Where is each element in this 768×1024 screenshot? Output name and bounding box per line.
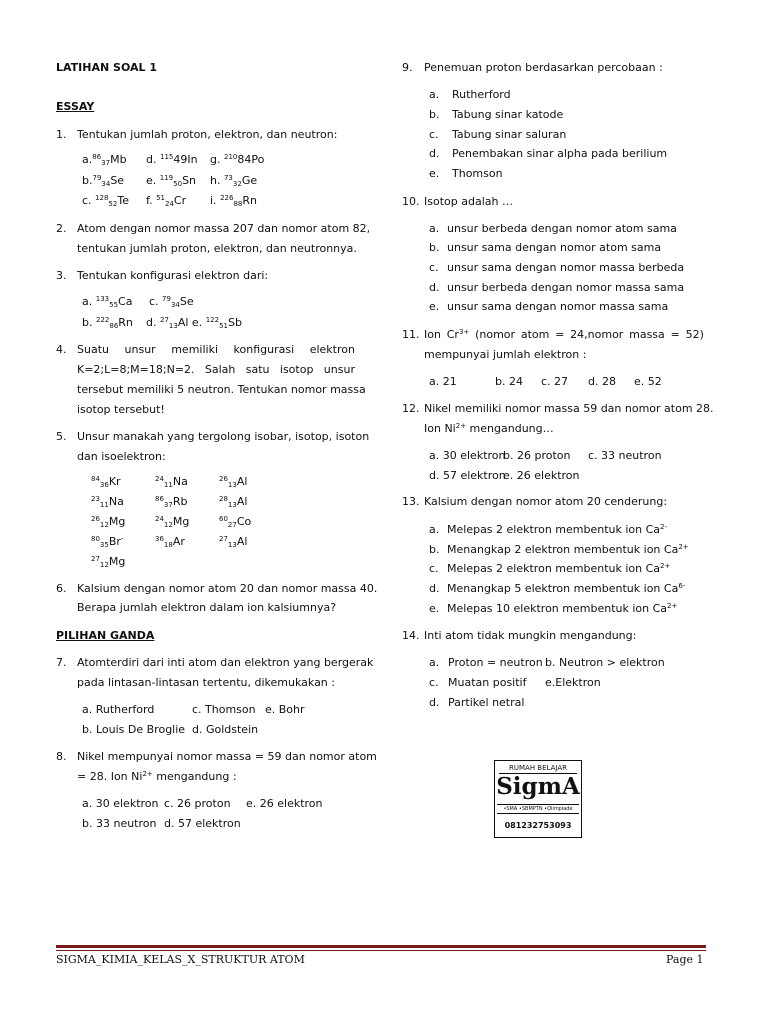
q13-option-label: b. bbox=[429, 543, 440, 556]
q9-number: 9. bbox=[402, 61, 413, 74]
footer-rule bbox=[56, 945, 706, 948]
q10-option-label: d. bbox=[429, 281, 440, 294]
q14-text: Inti atom tidak mungkin mengandung: bbox=[424, 629, 637, 642]
q1-option-e: e. $^{119}_{50}$Sn bbox=[146, 174, 197, 188]
q1-option-d: d. $^{115}$49In bbox=[146, 153, 198, 166]
q5-isotope: $^{27}_{12}$Mg bbox=[91, 555, 126, 569]
q13-option-text: Melepas 2 elektron membentuk ion $Ca^{2-}$ bbox=[447, 523, 668, 536]
q7-option-d: d. Goldstein bbox=[192, 723, 259, 736]
q13-option-label: a. bbox=[429, 523, 440, 536]
q14-option-e: e.Elektron bbox=[545, 676, 601, 689]
q5-isotope: $^{23}_{11}$Na bbox=[91, 495, 124, 509]
q5-isotope: $^{26}_{13}$Al bbox=[219, 475, 248, 489]
q8-option-d: d. 57 elektron bbox=[164, 817, 241, 830]
q1-option-f: f. $^{51}_{24}$Cr bbox=[146, 194, 187, 208]
q3-option-a: a. $^{133}_{55}$Ca bbox=[82, 295, 133, 309]
logo-programs: •SMA •SBMPTN •Olimpiade bbox=[497, 804, 579, 814]
q8-text-line2: = 28. Ion $Ni^{2+}$ mengandung : bbox=[77, 770, 237, 783]
q14-option-d: Partikel netral bbox=[448, 696, 525, 709]
footer-title: SIGMA_KIMIA_KELAS_X_STRUKTUR ATOM bbox=[56, 953, 305, 966]
multiple-choice-heading: PILIHAN GANDA bbox=[56, 629, 155, 642]
logo-wordmark: SigmA bbox=[496, 773, 580, 800]
q7-option-b: b. Louis De Broglie bbox=[82, 723, 186, 736]
q3-text: Tentukan konfigurasi elektron dari: bbox=[77, 269, 269, 282]
q8-option-b: b. 33 neutron bbox=[82, 817, 157, 830]
q14-number: 14. bbox=[402, 629, 420, 642]
q10-option-text: unsur berbeda dengan nomor atom sama bbox=[447, 222, 677, 235]
q8-text-line1: Nikel mempunyai nomor massa = 59 dan nomor atom bbox=[77, 750, 377, 763]
q11-option: c. 27 bbox=[541, 375, 569, 388]
logo-tagline: RUMAH BELAJAR bbox=[499, 764, 577, 774]
q5-text-line2: dan isoelektron: bbox=[77, 450, 166, 463]
q12-option-d: d. 57 elektron bbox=[429, 469, 506, 482]
q5-isotope: $^{28}_{13}$Al bbox=[219, 495, 248, 509]
q9-option-text: Thomson bbox=[452, 167, 503, 180]
q1-number: 1. bbox=[56, 128, 67, 141]
q14-option-b: b. Neutron > elektron bbox=[545, 656, 665, 669]
q10-option-text: unsur berbeda dengan nomor massa sama bbox=[447, 281, 685, 294]
q5-isotope: $^{86}_{37}$Rb bbox=[155, 495, 188, 509]
q6-text-line2: Berapa jumlah elektron dalam ion kalsiumnya? bbox=[77, 601, 337, 614]
q13-option-label: d. bbox=[429, 582, 440, 595]
q9-option-text: Rutherford bbox=[452, 88, 511, 101]
q13-option-text: Melepas 10 elektron membentuk ion $Ca^{2+}$ bbox=[447, 602, 678, 615]
q13-option-text: Menangkap 2 elektron membentuk ion $Ca^{2+}$ bbox=[447, 543, 689, 556]
q3-option-b: b. $^{222}_{86}$Rn bbox=[82, 316, 133, 330]
essay-heading: ESSAY bbox=[56, 100, 95, 113]
q3-number: 3. bbox=[56, 269, 67, 282]
q13-option-label: c. bbox=[429, 562, 439, 575]
sigma-logo bbox=[494, 760, 582, 838]
q12-option-c: c. 33 neutron bbox=[588, 449, 662, 462]
q14-option-label: c. bbox=[429, 676, 439, 689]
q10-text: Isotop adalah … bbox=[424, 195, 513, 208]
q5-isotope: $^{24}_{11}$Na bbox=[155, 475, 188, 489]
q1-option-g: g. $^{210}$84Po bbox=[210, 153, 265, 166]
q12-option-b: b. 26 proton bbox=[503, 449, 571, 462]
q8-option-a: a. 30 elektron bbox=[82, 797, 159, 810]
q13-option-text: Menangkap 5 elektron membentuk ion $Ca^{6-}$ bbox=[447, 582, 686, 595]
q11-option: b. 24 bbox=[495, 375, 523, 388]
q8-option-c: c. 26 proton bbox=[164, 797, 231, 810]
logo-phone: 081232753093 bbox=[504, 821, 572, 830]
q2-text-line1: Atom dengan nomor massa 207 dan nomor atom 82, bbox=[77, 222, 371, 235]
q7-number: 7. bbox=[56, 656, 67, 669]
q7-text-line1: Atom terdiri dari inti atom dan elektron yang bergerak bbox=[77, 656, 374, 669]
q13-number: 13. bbox=[402, 495, 420, 508]
q9-option-label: d. bbox=[429, 147, 440, 160]
q4-text-line3: tersebut memiliki 5 neutron. Tentukan nomor massa bbox=[77, 383, 366, 396]
q14-option-c: Muatan positif bbox=[448, 676, 527, 689]
q1-option-a: a.$^{86}_{37}$Mb bbox=[82, 153, 127, 167]
q5-text-line1: Unsur manakah yang tergolong isobar, isotop, isoton bbox=[77, 430, 370, 443]
q11-text-line2: mempunyai jumlah elektron : bbox=[424, 348, 587, 361]
q7-text-line2: pada lintasan-lintasan tertentu, dikemukakan : bbox=[77, 676, 335, 689]
q8-option-e: e. 26 elektron bbox=[246, 797, 323, 810]
footer-rule bbox=[56, 950, 706, 951]
q7-option-e: e. Bohr bbox=[265, 703, 305, 716]
q5-isotope: $^{36}_{18}$Ar bbox=[155, 535, 185, 549]
q4-text-line1: Suatu unsur memiliki konfigurasi elektron bbox=[77, 343, 355, 356]
q7-option-c: c. Thomson bbox=[192, 703, 256, 716]
q13-text: Kalsium dengan nomor atom 20 cenderung: bbox=[424, 495, 668, 508]
q10-option-label: c. bbox=[429, 261, 439, 274]
q9-option-label: e. bbox=[429, 167, 440, 180]
q10-option-text: unsur sama dengan nomor atom sama bbox=[447, 241, 662, 254]
q12-text-line2: Ion $Ni^{2+}$ mengandung… bbox=[424, 422, 554, 435]
q13-option-label: e. bbox=[429, 602, 440, 615]
q1-text: Tentukan jumlah proton, elektron, dan neutron: bbox=[77, 128, 338, 141]
q5-isotope: $^{26}_{12}$Mg bbox=[91, 515, 126, 529]
q5-isotope: $^{27}_{13}$Al bbox=[219, 535, 248, 549]
q4-number: 4. bbox=[56, 343, 67, 356]
q14-option-label: a. bbox=[429, 656, 440, 669]
q11-option: d. 28 bbox=[588, 375, 616, 388]
q5-isotope: $^{80}_{35}$Br- bbox=[91, 535, 124, 549]
q10-option-text: unsur sama dengan nomor massa berbeda bbox=[447, 261, 685, 274]
q2-number: 2. bbox=[56, 222, 67, 235]
q10-number: 10. bbox=[402, 195, 420, 208]
page-title: LATIHAN SOAL 1 bbox=[56, 61, 158, 74]
q10-option-label: e. bbox=[429, 300, 440, 313]
q6-text-line1: Kalsium dengan nomor atom 20 dan nomor massa 40. bbox=[77, 582, 378, 595]
q1-option-i: i. $^{226}_{88}$Rn bbox=[210, 194, 257, 208]
q11-text-line1: Ion $Cr^{3+}$ (nomor atom = 24,nomor massa = 52) bbox=[424, 328, 704, 341]
q1-option-b: b.$^{79}_{34}$Se bbox=[82, 174, 125, 188]
q9-option-text: Tabung sinar katode bbox=[452, 108, 564, 121]
q7-option-a: a. Rutherford bbox=[82, 703, 155, 716]
q5-number: 5. bbox=[56, 430, 67, 443]
q10-option-label: a. bbox=[429, 222, 440, 235]
q1-option-h: h. $^{73}_{32}$Ge bbox=[210, 174, 258, 188]
q10-option-label: b. bbox=[429, 241, 440, 254]
q9-text: Penemuan proton berdasarkan percobaan : bbox=[424, 61, 663, 74]
q9-option-text: Tabung sinar saluran bbox=[452, 128, 567, 141]
page-number: Page 1 bbox=[666, 953, 704, 966]
q11-option: e. 52 bbox=[634, 375, 662, 388]
q9-option-label: c. bbox=[429, 128, 439, 141]
q4-text-line4: isotop tersebut! bbox=[77, 403, 165, 416]
q4-text-line2: K=2;L=8;M=18;N=2. Salah satu isotop unsur bbox=[77, 363, 355, 376]
q5-isotope: $^{60}_{27}$Co bbox=[219, 515, 252, 529]
q14-option-a: Proton = neutron bbox=[448, 656, 543, 669]
q2-text-line2: tentukan jumlah proton, elektron, dan neutronnya. bbox=[77, 242, 357, 255]
q12-option-e: e. 26 elektron bbox=[503, 469, 580, 482]
q3-option-d: d. $^{27}_{13}$Al e. $^{122}_{51}$Sb bbox=[146, 316, 242, 330]
q5-isotope: $^{24}_{12}$Mg bbox=[155, 515, 190, 529]
q3-option-c: c. $^{79}_{34}$Se bbox=[149, 295, 194, 309]
q6-number: 6. bbox=[56, 582, 67, 595]
q9-option-label: b. bbox=[429, 108, 440, 121]
q12-text-line1: Nikel memiliki nomor massa 59 dan nomor atom 28. bbox=[424, 402, 714, 415]
q13-option-text: Melepas 2 elektron membentuk ion $Ca^{2+}$ bbox=[447, 562, 671, 575]
q12-number: 12. bbox=[402, 402, 420, 415]
q10-option-text: unsur sama dengan nomor massa sama bbox=[447, 300, 669, 313]
q5-isotope: $^{84}_{36}$Kr bbox=[91, 475, 121, 489]
q8-number: 8. bbox=[56, 750, 67, 763]
q9-option-label: a. bbox=[429, 88, 440, 101]
q9-option-text: Penembakan sinar alpha pada berilium bbox=[452, 147, 668, 160]
q1-option-c: c. $^{128}_{52}$Te bbox=[82, 194, 129, 208]
q11-option: a. 21 bbox=[429, 375, 457, 388]
q11-number: 11. bbox=[402, 328, 420, 341]
q14-option-label: d. bbox=[429, 696, 440, 709]
q12-option-a: a. 30 elektron bbox=[429, 449, 506, 462]
